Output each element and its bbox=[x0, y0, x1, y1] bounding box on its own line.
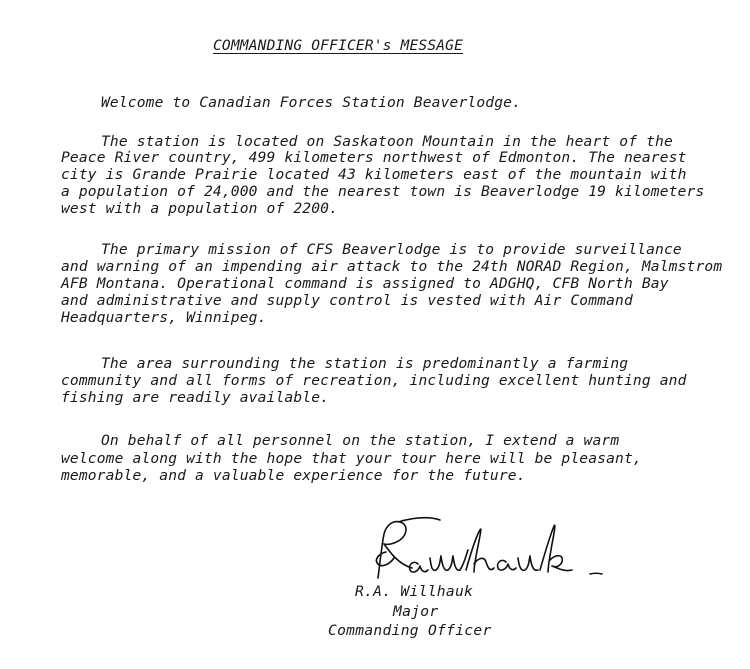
paragraph-line: fishing are readily available. bbox=[61, 389, 330, 406]
greeting: Welcome to Canadian Forces Station Beaverlodge. bbox=[101, 94, 522, 111]
signatory-position: Commanding Officer bbox=[328, 622, 492, 639]
paragraph-line: Headquarters, Winnipeg. bbox=[61, 309, 267, 326]
paragraph-line: memorable, and a valuable experience for the future. bbox=[61, 467, 526, 484]
document-title: COMMANDING OFFICER's MESSAGE bbox=[213, 38, 464, 54]
paragraph-line: The primary mission of CFS Beaverlodge is to provide surveillance bbox=[101, 241, 682, 258]
paragraph-line: welcome along with the hope that your tour here will be pleasant, bbox=[61, 450, 642, 467]
paragraph-line: a population of 24,000 and the nearest town is Beaverlodge 19 kilometers bbox=[61, 183, 705, 200]
paragraph-line: community and all forms of recreation, including excellent hunting and bbox=[61, 372, 687, 389]
paragraph-line: The station is located on Saskatoon Mountain in the heart of the bbox=[101, 133, 673, 150]
paragraph-line: Peace River country, 499 kilometers northwest of Edmonton. The nearest bbox=[61, 149, 687, 166]
paragraph-line: AFB Montana. Operational command is assigned to ADGHQ, CFB North Bay bbox=[61, 275, 669, 292]
signatory-rank: Major bbox=[393, 603, 439, 620]
paragraph-line: city is Grande Prairie located 43 kilometers east of the mountain with bbox=[61, 166, 687, 183]
handwritten-signature bbox=[368, 512, 608, 582]
signatory-name: R.A. Willhauk bbox=[355, 583, 474, 600]
paragraph-line: and warning of an impending air attack to the 24th NORAD Region, Malmstrom bbox=[61, 258, 723, 275]
paragraph-line: west with a population of 2200. bbox=[61, 200, 339, 217]
paragraph-line: On behalf of all personnel on the station, I extend a warm bbox=[101, 432, 620, 449]
paragraph-line: The area surrounding the station is predominantly a farming bbox=[101, 355, 629, 372]
paragraph-line: and administrative and supply control is vested with Air Command bbox=[61, 292, 633, 309]
